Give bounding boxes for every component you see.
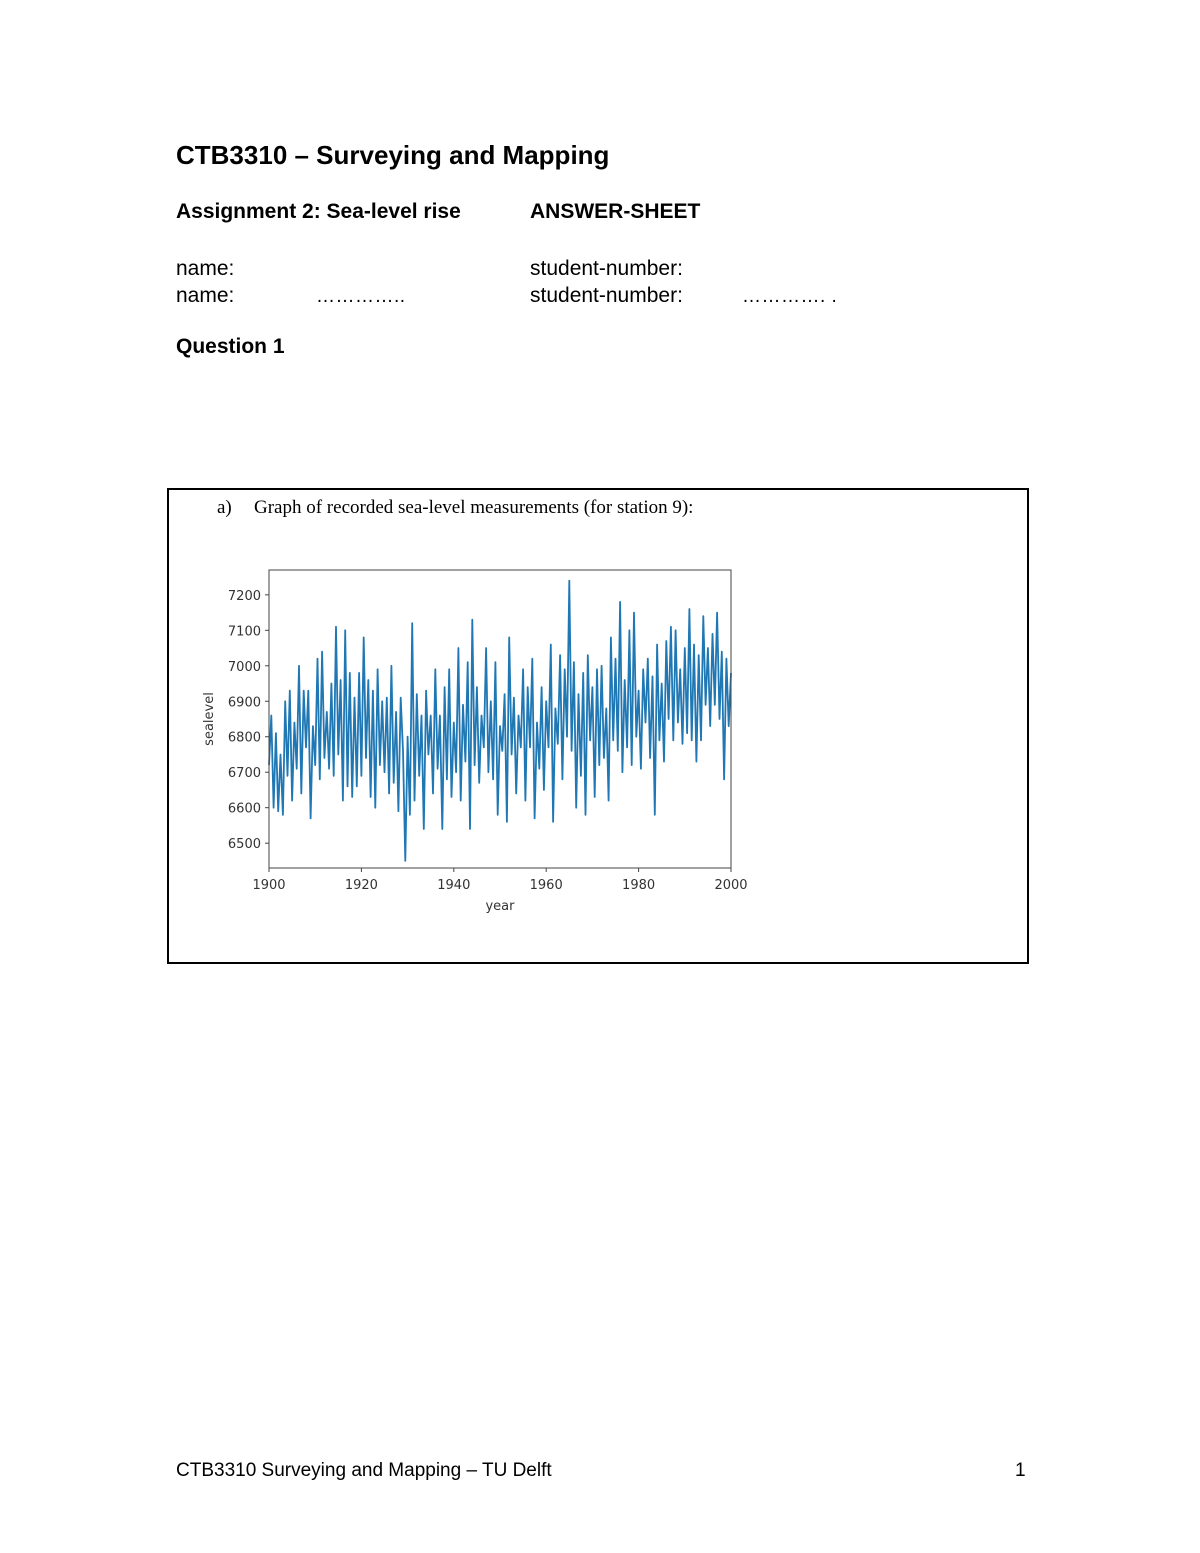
name-value-2[interactable]: …………..: [316, 286, 406, 307]
sea-level-chart: [199, 562, 759, 922]
document-title: CTB3310 – Surveying and Mapping: [176, 140, 610, 170]
x-tick-label-1960: 1960: [529, 878, 563, 893]
series-line-0: [269, 581, 731, 861]
x-tick-label-1900: 1900: [252, 878, 286, 893]
y-tick-label-6600: 6600: [227, 801, 261, 817]
page-number: 1: [1015, 1460, 1026, 1481]
x-tick-label-1920: 1920: [344, 878, 378, 893]
answer-marker: a): [217, 497, 232, 518]
x-tick-label-1940: 1940: [437, 878, 471, 893]
answer-caption-text: Graph of recorded sea-level measurements (for station 9):: [254, 497, 694, 518]
footer-text: CTB3310 Surveying and Mapping – TU Delft: [176, 1460, 552, 1481]
student-number-label-1: student-number:: [530, 257, 683, 280]
student-number-value-2[interactable]: …………. .: [742, 286, 838, 307]
y-tick-label-6500: 6500: [227, 837, 261, 853]
y-tick-label-7000: 7000: [227, 659, 261, 675]
student-number-label-2: student-number:: [530, 284, 683, 307]
question-heading: Question 1: [176, 335, 285, 358]
answer-caption: [217, 497, 693, 519]
y-axis-label: sealevel: [202, 692, 217, 746]
y-tick-label-7200: 7200: [227, 588, 261, 604]
y-tick-label-6700: 6700: [227, 766, 261, 782]
y-tick-label-7100: 7100: [227, 624, 261, 640]
x-tick-label-1980: 1980: [622, 878, 656, 893]
y-tick-label-6800: 6800: [227, 730, 261, 746]
assignment-title: Assignment 2: Sea-level rise: [176, 200, 461, 223]
y-tick-label-6900: 6900: [227, 695, 261, 711]
x-axis-label: year: [485, 899, 515, 914]
answer-sheet-label: ANSWER-SHEET: [530, 200, 701, 223]
answer-box: [167, 488, 1029, 964]
name-label-2: name:: [176, 284, 235, 307]
name-label-1: name:: [176, 257, 235, 280]
x-tick-label-2000: 2000: [714, 878, 748, 893]
